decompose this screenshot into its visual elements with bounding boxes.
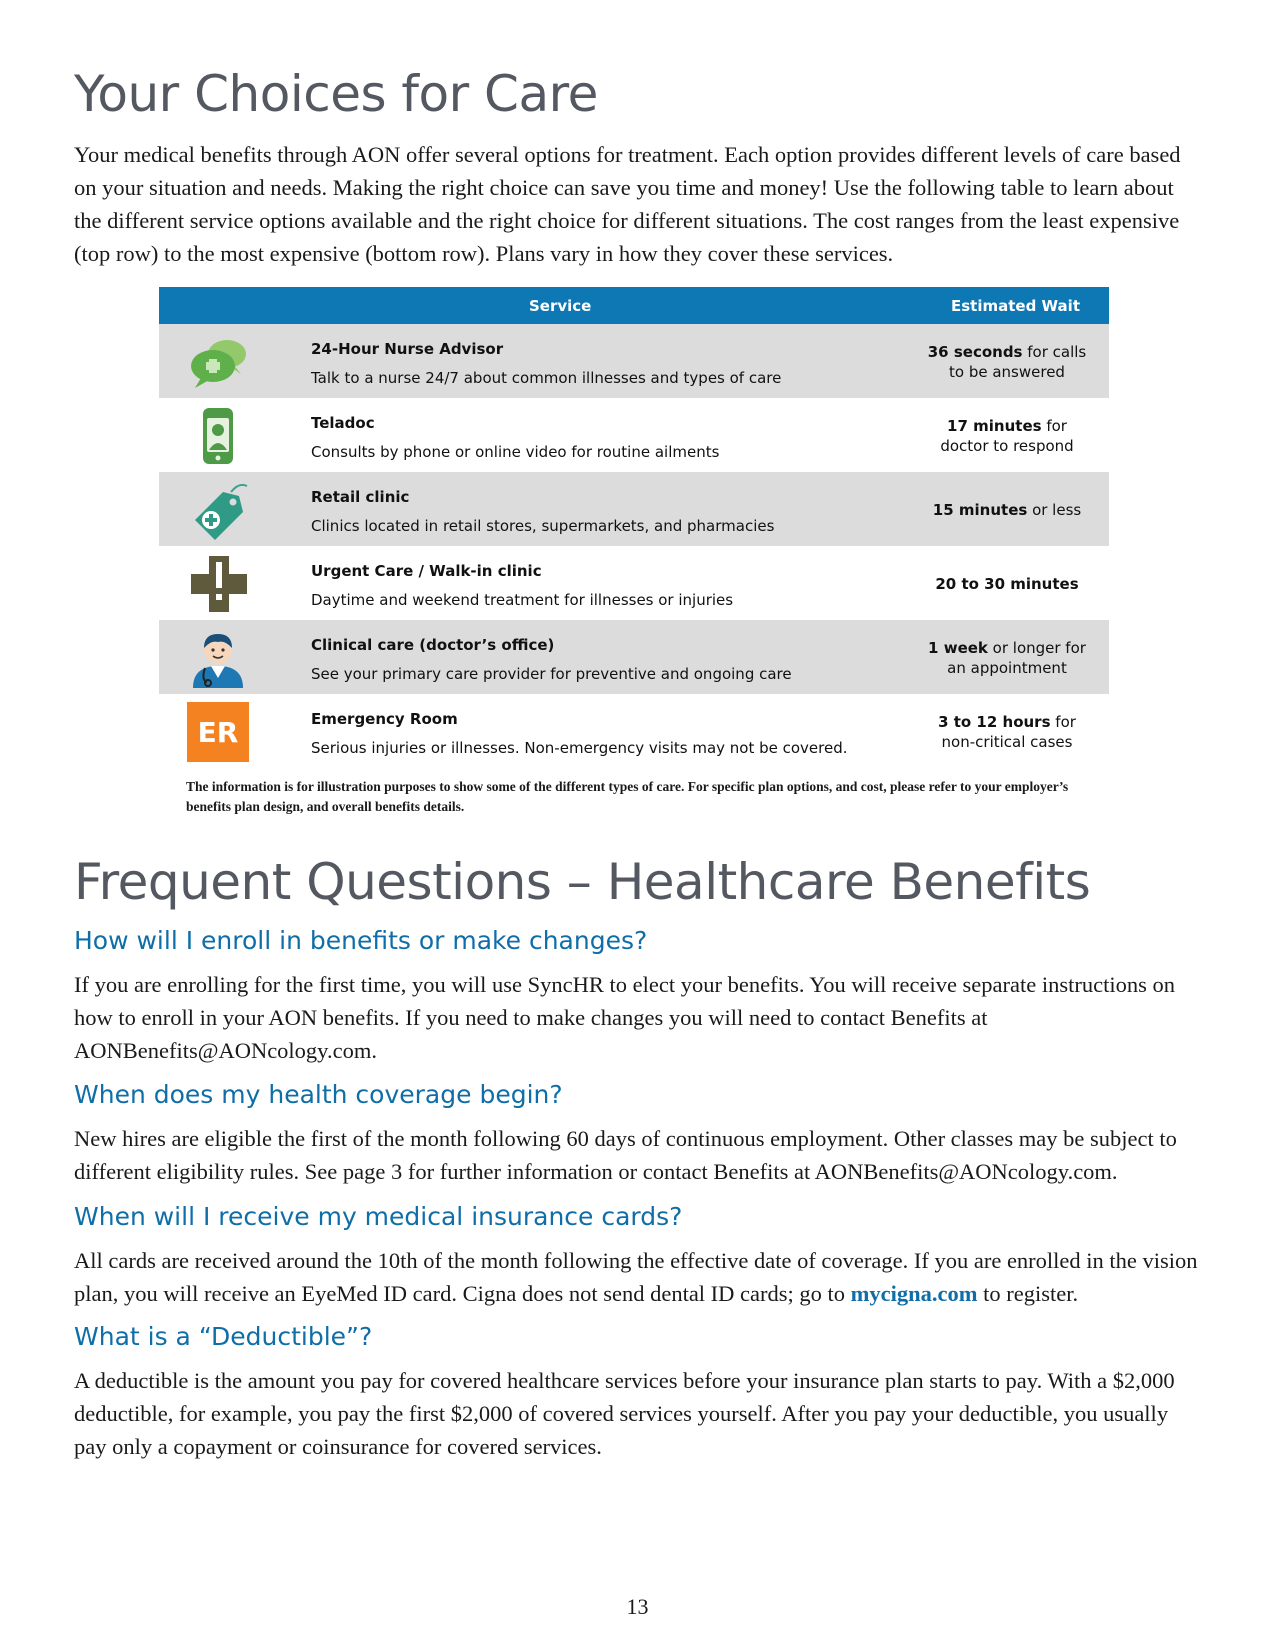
faq-question-deductible: What is a “Deductible”? (74, 1322, 373, 1351)
table-row (159, 472, 1109, 546)
retail-tag-icon (187, 480, 249, 540)
page-title: Your Choices for Care (74, 65, 598, 123)
service-description: Talk to a nurse 24/7 about common illnesses and types of care (311, 369, 782, 387)
faq-answer-coverage-begin: New hires are eligible the first of the month following 60 days of continuous employment. Other classes may be subject to different eligibility rules. See page 3 for further information or contact Benefits at AONBenefits@AONcology.com. (74, 1126, 1177, 1184)
wait-highlight: 1 week (928, 639, 988, 657)
estimated-wait (919, 342, 1095, 382)
estimated-wait (919, 500, 1095, 520)
wait-text: for (1041, 417, 1067, 435)
service-description: Clinics located in retail stores, supermarkets, and pharmacies (311, 517, 775, 535)
faq-title: Frequent Questions – Healthcare Benefits (74, 853, 1091, 911)
wait-highlight: 20 to 30 minutes (935, 575, 1079, 593)
wait-text-line2: an appointment (947, 659, 1067, 677)
estimated-wait (919, 712, 1095, 752)
wait-text: for (1050, 713, 1076, 731)
service-title: 24-Hour Nurse Advisor (311, 340, 504, 358)
wait-text-line2: doctor to respond (940, 437, 1074, 455)
table-header (159, 287, 1109, 324)
service-description: Daytime and weekend treatment for illnesses or injuries (311, 591, 734, 609)
telehealth-phone-icon (187, 406, 249, 466)
care-options-table (159, 287, 1109, 768)
nurse-chat-bubbles-icon (187, 332, 249, 392)
service-description: Consults by phone or online video for routine ailments (311, 443, 720, 461)
mycigna-link[interactable]: mycigna.com (850, 1281, 978, 1306)
wait-text-line2: non-critical cases (941, 733, 1073, 751)
wait-text: for calls (1022, 343, 1087, 361)
doctor-icon (187, 628, 249, 688)
service-description: Serious injuries or illnesses. Non-emergency visits may not be covered. (311, 739, 848, 757)
wait-text-line2: to be answered (949, 363, 1065, 381)
table-footnote: The information is for illustration purposes to show some of the different types of care. For specific plan options, and cost, please refer to your employer’s benefits plan design, and overall benefits details. (186, 779, 1069, 814)
answer-text: All cards are received around the 10th of the month following the effective date of coverage. If you are enrolled in the vision plan, you will receive an EyeMed ID card. Cigna does not send dental ID cards; go to (74, 1248, 1198, 1306)
column-header-service: Service (529, 297, 592, 315)
faq-answer-enroll: If you are enrolling for the first time, you will use SyncHR to elect your benefits. You will receive separate instructions on how to enroll in your AON benefits. If you need to make changes you will need to contact Benefits at AONBenefits@AONcology.com. (74, 972, 1175, 1063)
answer-text: to register. (977, 1281, 1079, 1306)
table-row (159, 620, 1109, 694)
wait-highlight: 15 minutes (932, 501, 1028, 519)
table-row (159, 398, 1109, 472)
wait-text: or longer for (987, 639, 1086, 657)
service-title: Clinical care (doctor’s office) (311, 636, 555, 654)
table-row (159, 694, 1109, 768)
table-row (159, 546, 1109, 620)
table-row (159, 324, 1109, 398)
faq-answer-insurance-cards (74, 1244, 1204, 1310)
service-description: See your primary care provider for preventive and ongoing care (311, 665, 792, 683)
faq-question-insurance-cards: When will I receive my medical insurance cards? (74, 1202, 683, 1231)
wait-text: or less (1027, 501, 1082, 519)
service-title: Emergency Room (311, 710, 458, 728)
urgent-care-cross-icon (187, 554, 249, 614)
wait-highlight: 17 minutes (947, 417, 1042, 435)
faq-question-coverage-begin: When does my health coverage begin? (74, 1080, 563, 1109)
service-title: Urgent Care / Walk-in clinic (311, 562, 542, 580)
service-title: Teladoc (311, 414, 375, 432)
faq-question-enroll: How will I enroll in benefits or make changes? (74, 926, 648, 955)
service-title: Retail clinic (311, 488, 410, 506)
er-icon (187, 702, 249, 762)
intro-paragraph: Your medical benefits through AON offer several options for treatment. Each option provides different levels of care based on your situation and needs. Making the right choice can save you time and money! Use the following table to learn about the different service options available and the right choice for different situations. The cost ranges from the least expensive (top row) to the most expensive (bottom row). Plans vary in how they cover these services. (74, 142, 1181, 266)
wait-highlight: 36 seconds (927, 343, 1023, 361)
estimated-wait (919, 574, 1095, 594)
er-icon-label: ER (197, 716, 239, 749)
estimated-wait (919, 638, 1095, 678)
estimated-wait (919, 416, 1095, 456)
page-number: 13 (626, 1594, 649, 1619)
faq-answer-deductible: A deductible is the amount you pay for covered healthcare services before your insurance plan starts to pay. With a $2,000 deductible, for example, you pay the first $2,000 of covered services yourself. After you pay your deductible, you usually pay only a copayment or coinsurance for covered services. (74, 1368, 1175, 1459)
wait-highlight: 3 to 12 hours (938, 713, 1051, 731)
column-header-wait: Estimated Wait (951, 297, 1080, 315)
